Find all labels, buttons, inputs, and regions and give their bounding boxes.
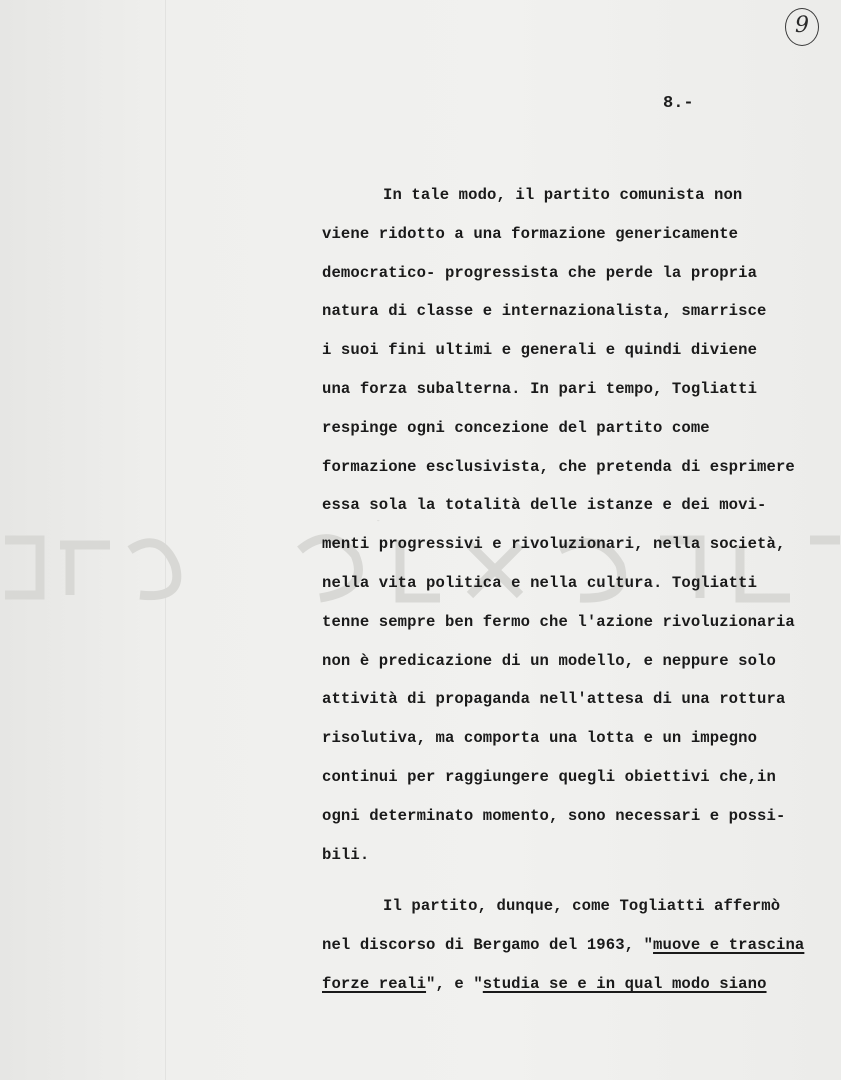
text-line: nella vita politica e nella cultura. Togliatti (322, 573, 758, 592)
text-line: continui per raggiungere quegli obiettivi che,in (322, 767, 776, 786)
text-line-with-quote (322, 926, 837, 965)
body-text (322, 176, 837, 1004)
plain-text: nel discorso di Bergamo del 1963, " (322, 936, 654, 955)
underlined-quote: muove e trascina (653, 936, 805, 955)
text-line: essa sola la totalità delle istanze e dei movi- (322, 496, 767, 515)
text-line: attività di propaganda nell'attesa di una rottura (322, 690, 786, 709)
text-line: una forza subalterna. In pari tempo, Togliatti (322, 379, 758, 398)
text-line: formazione esclusivista, che pretenda di esprimere (322, 457, 795, 476)
text-line: tenne sempre ben fermo che l'azione rivoluzionaria (322, 612, 795, 631)
typed-page-number: 8.- (663, 94, 694, 113)
text-line: i suoi fini ultimi e generali e quindi diviene (322, 341, 758, 360)
paragraph-gap (322, 874, 837, 887)
text-line: In tale modo, il partito comunista non (383, 186, 743, 204)
plain-text: ", e " (426, 974, 483, 993)
text-line: bili. (322, 845, 370, 864)
text-line: non è predicazione di un modello, e neppure solo (322, 651, 776, 670)
text-line: natura di classe e internazionalista, smarrisce (322, 302, 767, 321)
handwritten-sheet-number: 9 (785, 8, 819, 46)
underlined-quote: forze reali (322, 974, 427, 993)
paper-fold-shadow (165, 0, 166, 1080)
text-line-with-quote (322, 965, 837, 1004)
text-line: ogni determinato momento, sono necessari e possi- (322, 806, 786, 825)
text-line: Il partito, dunque, come Togliatti affermò (383, 897, 781, 916)
text-line: menti progressivi e rivoluzionari, nella società, (322, 535, 786, 554)
underlined-quote: studia se e in qual modo siano (482, 974, 767, 993)
text-line: respinge ogni concezione del partito come (322, 418, 710, 437)
text-line: risolutiva, ma comporta una lotta e un impegno (322, 729, 758, 748)
text-line: viene ridotto a una formazione genericamente (322, 224, 739, 243)
text-line: democratico- progressista che perde la propria (322, 263, 758, 282)
